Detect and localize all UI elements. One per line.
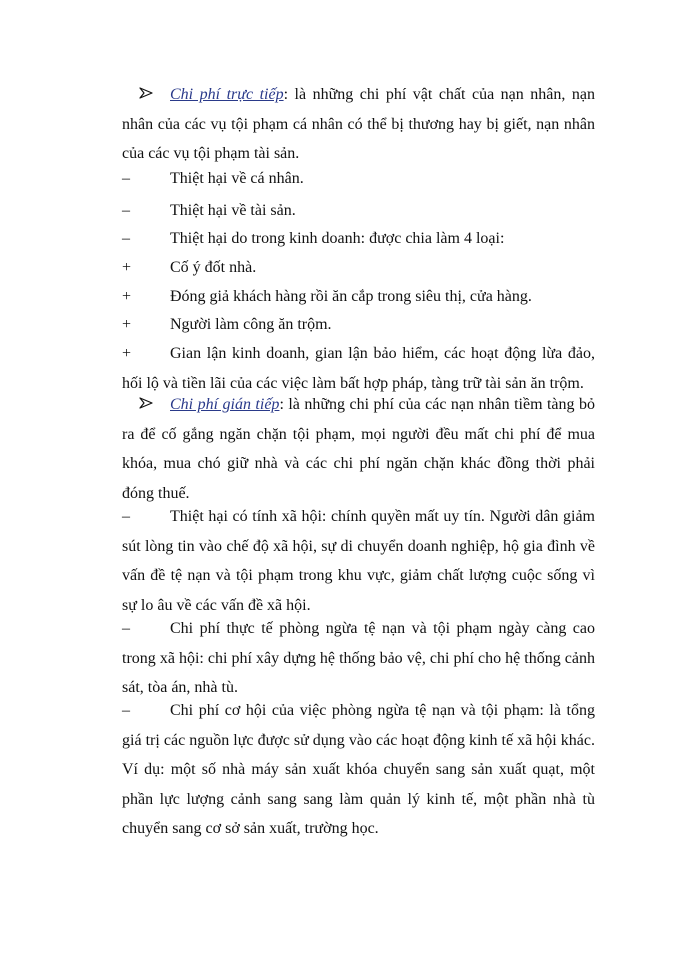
paragraph-direct-cost — [122, 80, 595, 169]
list-item — [122, 224, 595, 254]
list-item — [122, 696, 595, 844]
list-item-text: Cố ý đốt nhà. — [170, 259, 257, 276]
plus-bullet: + — [122, 288, 132, 305]
list-item-text: Thiệt hại do trong kinh doanh: được chia làm 4 loại: — [170, 230, 505, 247]
term-direct-cost: Chi phí trực tiếp — [170, 86, 284, 103]
dash-bullet: – — [122, 508, 130, 525]
list-item — [122, 164, 595, 194]
paragraph-text: : là những chi phí của các nạn nhân tiềm tàng bỏ ra để cố gắng ngăn chặn tội phạm, mọi người đều mất chi phí để mua khóa, mua chó giữ nhà và các chi phí ngăn chặn khác đồng thời phải đóng thuế. — [122, 396, 596, 502]
plus-bullet: + — [122, 259, 132, 276]
dash-bullet: – — [122, 620, 130, 637]
list-item-text: Người làm công ăn trộm. — [170, 316, 332, 333]
plus-bullet: + — [122, 345, 132, 362]
list-item-text: Chi phí cơ hội của việc phòng ngừa tệ nạn và tội phạm: là tổng giá trị các nguồn lực được sử dụng vào các hoạt động kinh tế xã hội khác. Ví dụ: một số nhà máy sản xuất khóa chuyển sang sản xuất quạt, một phần lực lượng cảnh sang sang làm quản lý kinh tế, một phần nhà tù chuyển sang cơ sở sản xuất, trường học. — [122, 702, 595, 837]
list-item-text: Chi phí thực tế phòng ngừa tệ nạn và tội phạm ngày càng cao trong xã hội: chi phí xây dựng hệ thống bảo vệ, chi phí cho hệ thống cảnh sát, tòa án, nhà tù. — [122, 620, 595, 696]
dash-bullet: – — [122, 170, 130, 187]
dash-bullet: – — [122, 702, 130, 719]
term-indirect-cost: Chi phí gián tiếp — [170, 396, 280, 413]
list-item-text: Đóng giả khách hàng rồi ăn cắp trong siêu thị, cửa hàng. — [170, 288, 532, 305]
plus-bullet: + — [122, 316, 132, 333]
list-item — [122, 310, 595, 340]
list-item — [122, 502, 595, 620]
list-item-text: Thiệt hại về cá nhân. — [170, 170, 304, 187]
dash-bullet: – — [122, 230, 130, 247]
dash-bullet: – — [122, 202, 130, 219]
list-item — [122, 196, 595, 226]
list-item — [122, 282, 595, 312]
list-item-text: Thiệt hại có tính xã hội: chính quyền mất uy tín. Người dân giảm sút lòng tin vào chế độ xã hội, sự di chuyển doanh nghiệp, hộ gia đình về vấn đề tệ nạn và tội phạm trong khu vực, giảm chất lượng cuộc sống vì sự lo âu về các vấn đề xã hội. — [122, 508, 595, 614]
list-item-text: Gian lận kinh doanh, gian lận bảo hiểm, các hoạt động lừa đảo, hối lộ và tiền lãi của các việc làm bất hợp pháp, tàng trữ tài sản ăn trộm. — [122, 345, 595, 392]
paragraph-indirect-cost — [122, 390, 595, 508]
list-item-text: Thiệt hại về tài sản. — [170, 202, 296, 219]
list-item — [122, 253, 595, 283]
list-item — [122, 614, 595, 703]
paragraph-text: : là những chi phí vật chất của nạn nhân, nạn nhân của các vụ tội phạm cá nhân có thể bị thương hay bị giết, nạn nhân của các vụ tội phạm tài sản. — [122, 86, 595, 162]
